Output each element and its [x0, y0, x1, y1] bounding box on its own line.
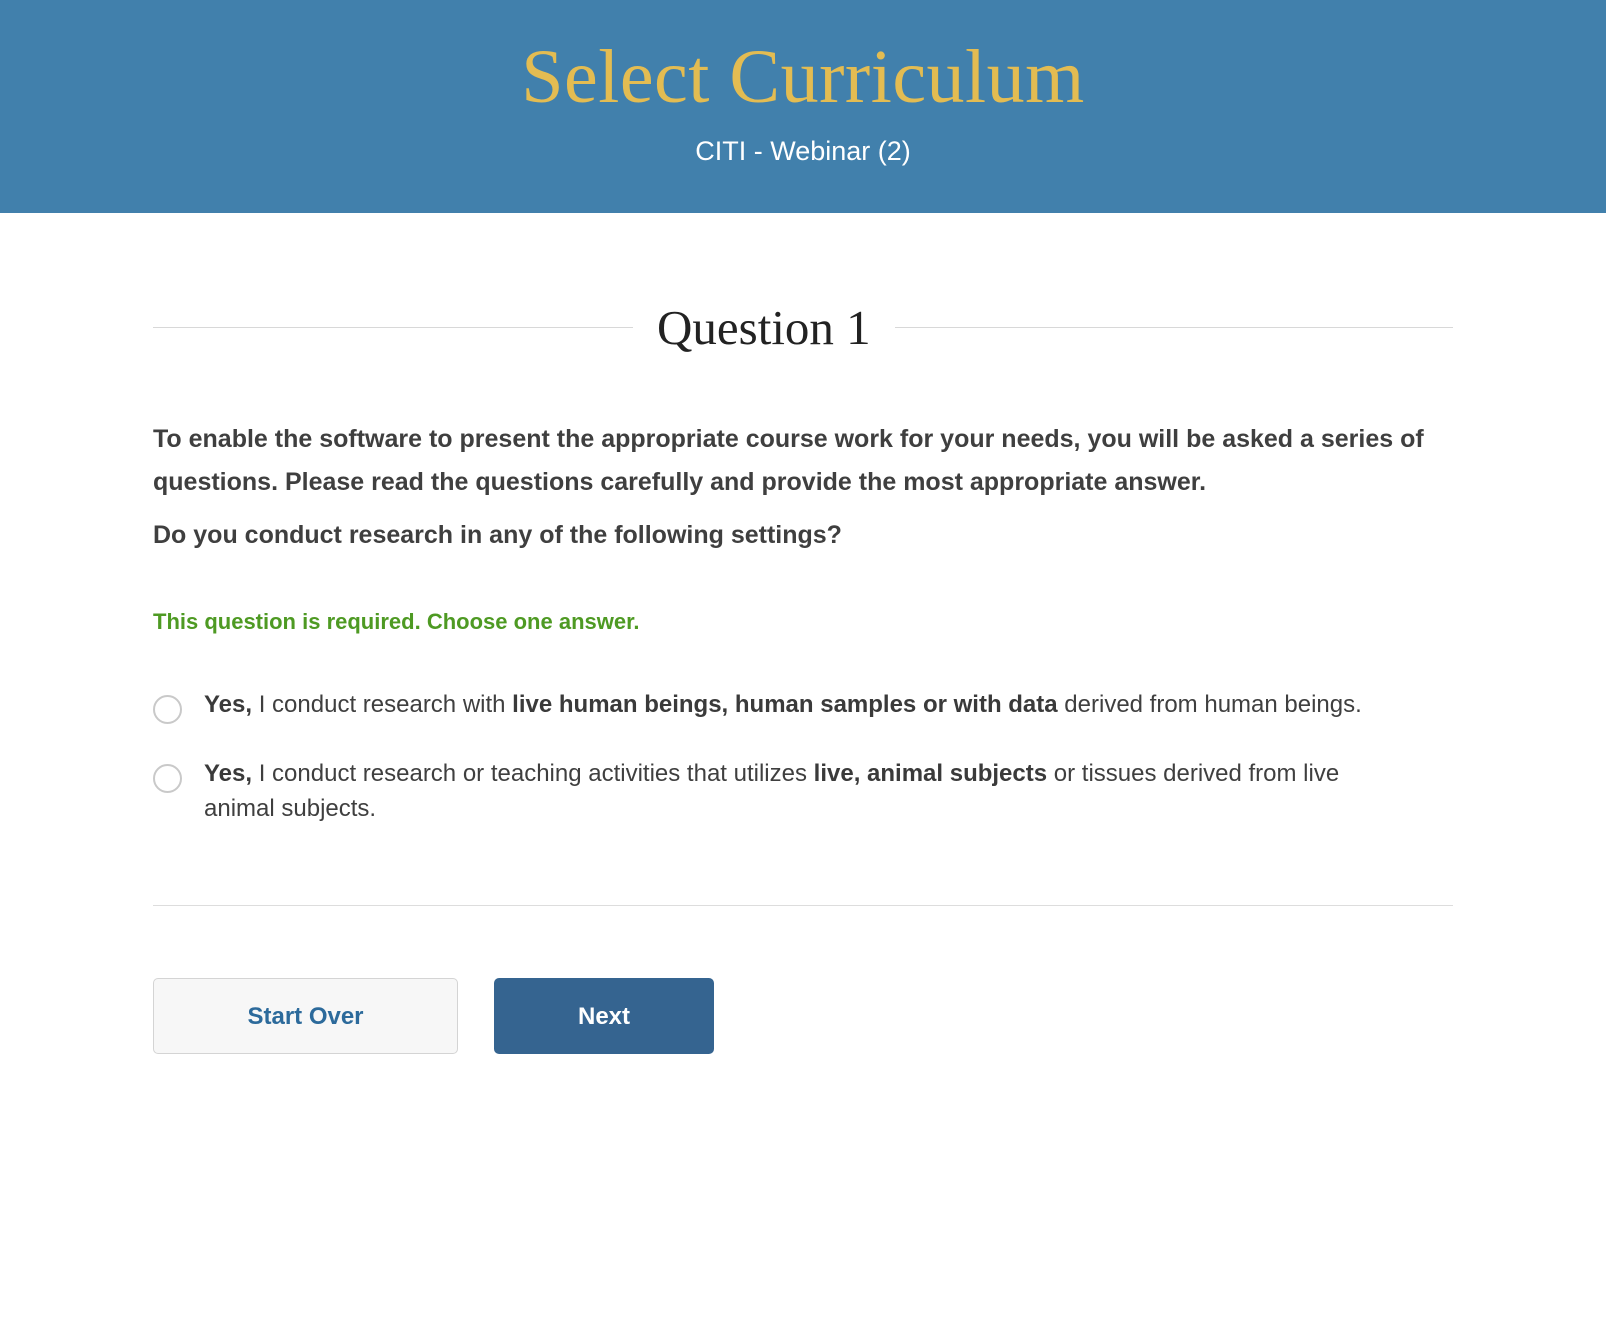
heading-rule-left [153, 327, 633, 328]
question-prompt-intro: To enable the software to present the appropriate course work for your needs, you will be asked a series of questions. Please read the questions carefully and provide the most appropriate answer. [153, 424, 1424, 496]
section-divider [153, 905, 1453, 906]
required-question-note: This question is required. Choose one answer. [153, 608, 640, 634]
form-actions [153, 978, 1453, 1114]
page-title: Select Curriculum [521, 35, 1085, 119]
answer-option-text-before: I conduct research with [252, 690, 513, 718]
answer-option-lead: Yes, [204, 690, 253, 718]
question-prompt-main: Do you conduct research in any of the following settings? [153, 520, 842, 549]
question-prompt [153, 418, 1453, 557]
answer-option-label [204, 756, 1414, 827]
question-heading [153, 299, 1453, 356]
heading-rule-right [895, 327, 1453, 328]
answer-option-emphasis: live human beings, human samples or with data [512, 690, 1058, 718]
answer-option-emphasis: live, animal subjects [813, 759, 1048, 787]
main-content [153, 213, 1453, 1114]
answer-option-label [204, 687, 1362, 723]
page-header-banner [0, 0, 1606, 213]
answer-option-lead: Yes, [204, 759, 253, 787]
answer-option-text-after: or tissues derived from live animal subjects. [204, 759, 1340, 823]
page-subtitle: CITI - Webinar (2) [695, 135, 911, 166]
radio-button-icon[interactable] [153, 764, 182, 793]
answer-option-text-before: I conduct research or teaching activities that utilizes [252, 759, 814, 787]
answer-option-animal-subjects[interactable] [153, 756, 1453, 827]
start-over-button[interactable]: Start Over [153, 978, 458, 1054]
answer-option-human-subjects[interactable] [153, 687, 1453, 724]
answer-option-text-after: derived from human beings. [1057, 690, 1362, 718]
next-button[interactable]: Next [494, 978, 714, 1054]
radio-button-icon[interactable] [153, 695, 182, 724]
question-number-label: Question 1 [657, 299, 871, 355]
answer-options-list [153, 687, 1453, 827]
